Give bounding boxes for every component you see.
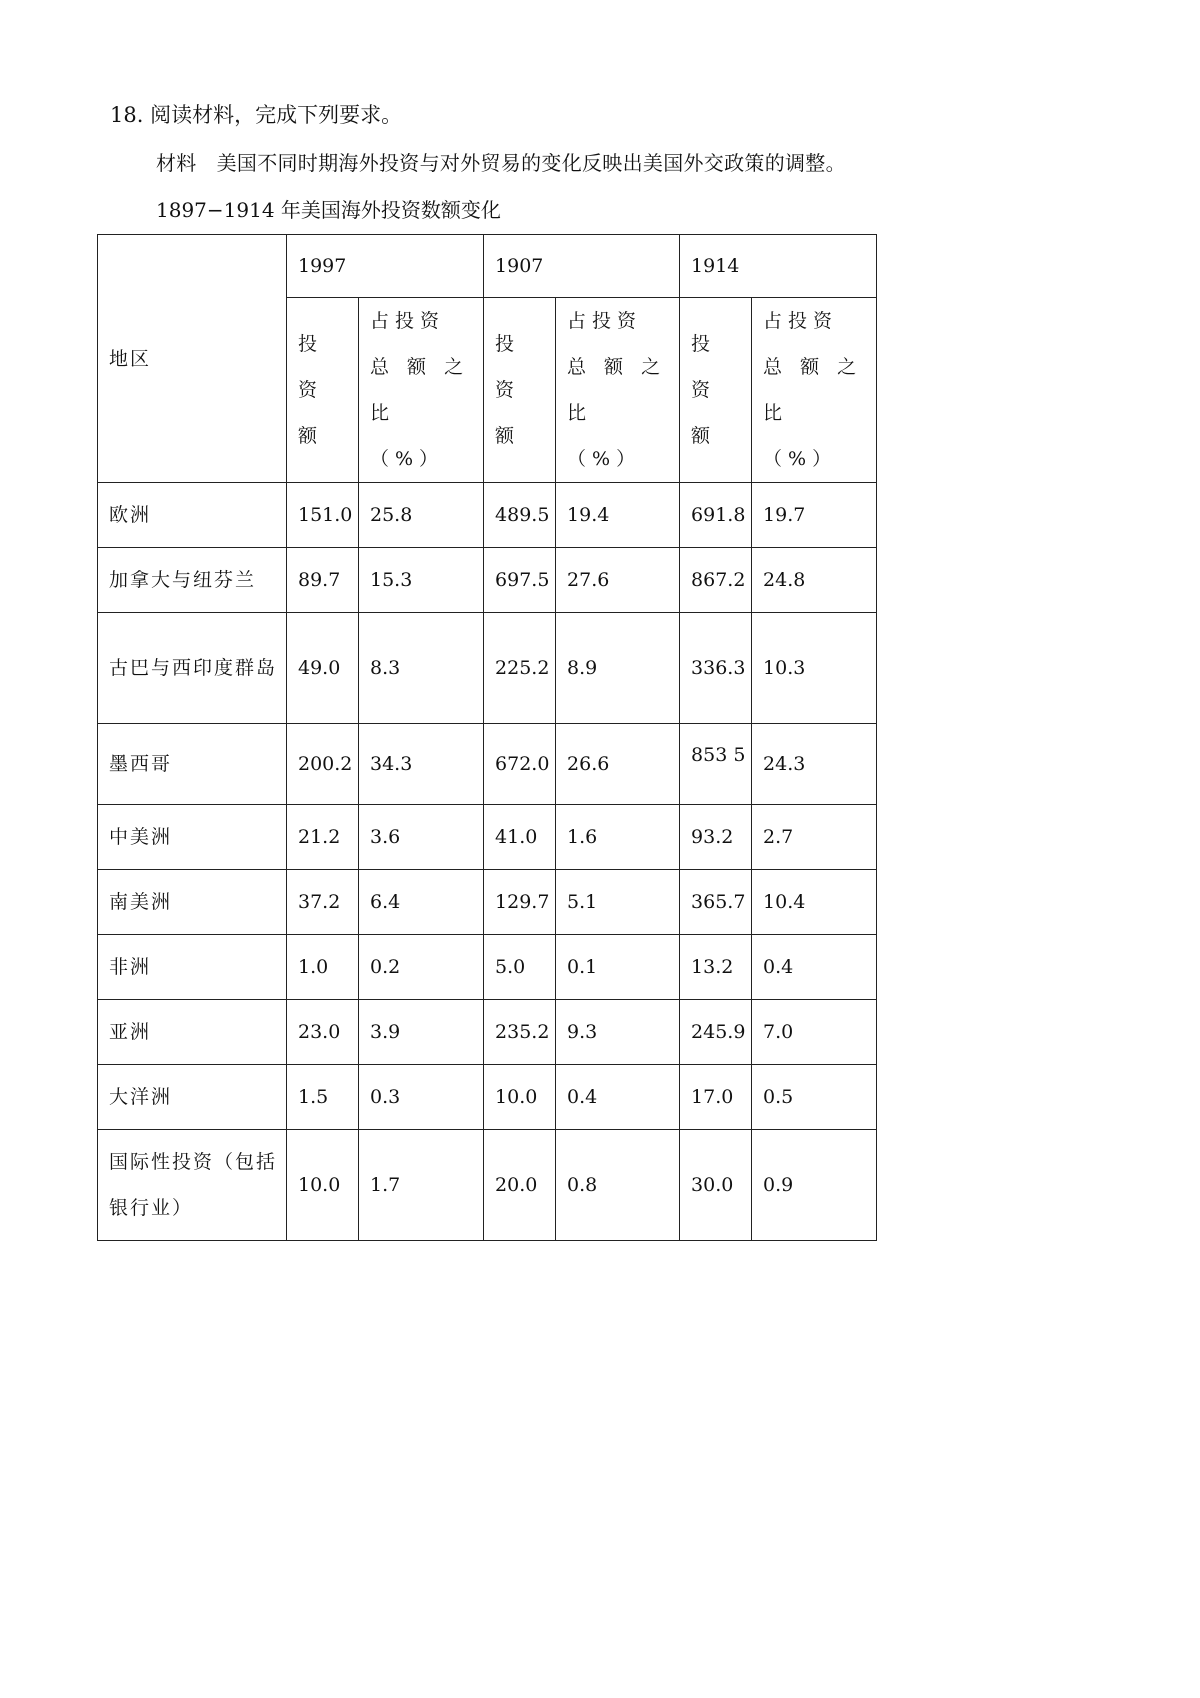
share-cell-1914: 7.0 [752,1000,877,1065]
amount-cell-1914: 853 5 [680,724,752,805]
amount-cell-1907: 10.0 [484,1065,556,1130]
share-cell-1997: 3.9 [359,1000,484,1065]
amount-cell-1914: 691.8 [680,483,752,548]
amount-header: 投 资 额 [680,298,752,483]
amount-cell-1997: 49.0 [287,613,359,724]
share-cell-1997: 0.2 [359,935,484,1000]
amount-cell-1997: 1.5 [287,1065,359,1130]
region-cell: 南美洲 [98,870,287,935]
share-header: 占投资 总 额 之 比 （%） [556,298,680,483]
amount-cell-1914: 365.7 [680,870,752,935]
share-cell-1914: 0.4 [752,935,877,1000]
amount-cell-1907: 697.5 [484,548,556,613]
table-row [98,805,877,870]
table-row [98,483,877,548]
share-cell-1914: 24.3 [752,724,877,805]
amount-header: 投 资 额 [484,298,556,483]
table-caption: 1897−1914 年美国海外投资数额变化 [156,198,501,222]
share-cell-1997: 8.3 [359,613,484,724]
amount-cell-1997: 1.0 [287,935,359,1000]
region-cell: 加拿大与纽芬兰 [98,548,287,613]
amount-cell-1914: 30.0 [680,1130,752,1241]
amount-cell-1907: 672.0 [484,724,556,805]
share-cell-1907: 0.8 [556,1130,680,1241]
table-row [98,1065,877,1130]
share-cell-1997: 3.6 [359,805,484,870]
amount-cell-1914: 13.2 [680,935,752,1000]
share-cell-1997: 15.3 [359,548,484,613]
region-cell: 大洋洲 [98,1065,287,1130]
amount-cell-1997: 89.7 [287,548,359,613]
amount-cell-1914: 17.0 [680,1065,752,1130]
region-cell: 欧洲 [98,483,287,548]
region-header: 地区 [98,235,287,483]
region-cell: 墨西哥 [98,724,287,805]
amount-cell-1907: 225.2 [484,613,556,724]
share-cell-1907: 1.6 [556,805,680,870]
amount-cell-1914: 245.9 [680,1000,752,1065]
share-cell-1914: 0.9 [752,1130,877,1241]
region-cell: 国际性投资（包括银行业） [98,1130,287,1241]
material-label: 材料 [156,151,197,175]
table-row [98,1000,877,1065]
region-cell: 非洲 [98,935,287,1000]
share-cell-1914: 2.7 [752,805,877,870]
share-cell-1907: 8.9 [556,613,680,724]
share-cell-1914: 10.4 [752,870,877,935]
amount-cell-1907: 489.5 [484,483,556,548]
amount-cell-1997: 10.0 [287,1130,359,1241]
year-header-row [98,235,877,298]
share-cell-1997: 34.3 [359,724,484,805]
share-cell-1997: 0.3 [359,1065,484,1130]
amount-cell-1997: 200.2 [287,724,359,805]
amount-cell-1907: 129.7 [484,870,556,935]
amount-cell-1914: 93.2 [680,805,752,870]
share-cell-1914: 19.7 [752,483,877,548]
material-text: 美国不同时期海外投资与对外贸易的变化反映出美国外交政策的调整。 [216,151,846,175]
share-cell-1914: 24.8 [752,548,877,613]
share-cell-1907: 9.3 [556,1000,680,1065]
table-row [98,935,877,1000]
year-header-1907: 1907 [484,235,680,298]
region-cell: 中美洲 [98,805,287,870]
amount-cell-1997: 21.2 [287,805,359,870]
share-header: 占投资 总 额 之 比 （%） [752,298,877,483]
share-cell-1997: 6.4 [359,870,484,935]
amount-header: 投 资 额 [287,298,359,483]
share-header: 占投资 总 额 之 比 （%） [359,298,484,483]
table-row [98,870,877,935]
amount-cell-1997: 151.0 [287,483,359,548]
share-cell-1907: 0.4 [556,1065,680,1130]
share-cell-1914: 0.5 [752,1065,877,1130]
table-row [98,613,877,724]
amount-cell-1997: 23.0 [287,1000,359,1065]
question-title: 18. 阅读材料，完成下列要求。 [110,103,403,127]
region-cell: 古巴与西印度群岛 [98,613,287,724]
share-cell-1907: 0.1 [556,935,680,1000]
amount-cell-1907: 41.0 [484,805,556,870]
table-row [98,548,877,613]
table-row [98,724,877,805]
share-cell-1907: 19.4 [556,483,680,548]
material-statement [156,148,846,178]
amount-cell-1907: 20.0 [484,1130,556,1241]
amount-cell-1997: 37.2 [287,870,359,935]
amount-cell-1914: 336.3 [680,613,752,724]
year-header-1914: 1914 [680,235,877,298]
region-cell: 亚洲 [98,1000,287,1065]
share-cell-1997: 1.7 [359,1130,484,1241]
year-header-1997: 1997 [287,235,484,298]
amount-cell-1907: 5.0 [484,935,556,1000]
share-cell-1907: 26.6 [556,724,680,805]
share-cell-1907: 27.6 [556,548,680,613]
table-row [98,1130,877,1241]
share-cell-1914: 10.3 [752,613,877,724]
share-cell-1907: 5.1 [556,870,680,935]
investment-table [97,234,877,1241]
share-cell-1997: 25.8 [359,483,484,548]
amount-cell-1914: 867.2 [680,548,752,613]
amount-cell-1907: 235.2 [484,1000,556,1065]
